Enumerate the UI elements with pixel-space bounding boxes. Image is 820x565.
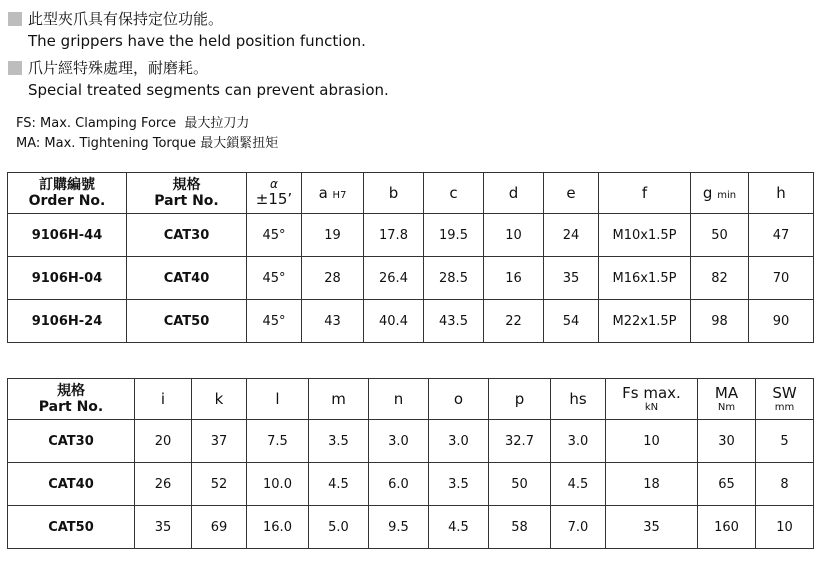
- header-alpha: α ±15’: [247, 173, 302, 214]
- cell-e: 54: [544, 300, 599, 343]
- header-c: c: [424, 173, 484, 214]
- cell-b: 17.8: [364, 214, 424, 257]
- legend-ma-zh: 最大鎖緊扭矩: [200, 136, 279, 151]
- note-held-position: [8, 8, 366, 50]
- cell-h: 47: [749, 214, 814, 257]
- cell-k: 69: [192, 506, 247, 549]
- table-row: [8, 214, 814, 257]
- header-ma: MA Nm: [698, 379, 756, 420]
- cell-g: 82: [691, 257, 749, 300]
- cell-l: 10.0: [247, 463, 309, 506]
- cell-alpha: 45°: [247, 257, 302, 300]
- header-n: n: [369, 379, 429, 420]
- cell-m: 3.5: [309, 420, 369, 463]
- cell-part: CAT30: [127, 214, 247, 257]
- cell-i: 35: [135, 506, 192, 549]
- table-row: [8, 420, 814, 463]
- header-fs-max: Fs max. kN: [606, 379, 698, 420]
- table-row: [8, 257, 814, 300]
- cell-alpha: 45°: [247, 300, 302, 343]
- cell-part: CAT50: [8, 506, 135, 549]
- header-k: k: [192, 379, 247, 420]
- header-b: b: [364, 173, 424, 214]
- cell-hs: 4.5: [551, 463, 606, 506]
- cell-fs: 10: [606, 420, 698, 463]
- legend-fs: [16, 112, 249, 131]
- cell-sw: 8: [756, 463, 814, 506]
- cell-f: M10x1.5P: [599, 214, 691, 257]
- cell-hs: 3.0: [551, 420, 606, 463]
- cell-o: 3.0: [429, 420, 489, 463]
- cell-hs: 7.0: [551, 506, 606, 549]
- cell-l: 7.5: [247, 420, 309, 463]
- cell-p: 58: [489, 506, 551, 549]
- cell-h: 70: [749, 257, 814, 300]
- header-part-no: 規格 Part No.: [8, 379, 135, 420]
- note-en: Special treated segments can prevent abrasion.: [28, 81, 389, 99]
- cell-e: 24: [544, 214, 599, 257]
- cell-part: CAT40: [8, 463, 135, 506]
- cell-order: 9106H-04: [8, 257, 127, 300]
- cell-a: 43: [302, 300, 364, 343]
- cell-d: 22: [484, 300, 544, 343]
- cell-order: 9106H-44: [8, 214, 127, 257]
- header-o: o: [429, 379, 489, 420]
- table-row: [8, 506, 814, 549]
- note-abrasion: [8, 57, 389, 99]
- header-p: p: [489, 379, 551, 420]
- cell-a: 19: [302, 214, 364, 257]
- header-e: e: [544, 173, 599, 214]
- header-a: a H7: [302, 173, 364, 214]
- header-hs: hs: [551, 379, 606, 420]
- dimensions-table-2: [7, 378, 814, 549]
- cell-sw: 10: [756, 506, 814, 549]
- cell-i: 20: [135, 420, 192, 463]
- note-zh: 此型夾爪具有保持定位功能。: [28, 10, 224, 28]
- cell-c: 19.5: [424, 214, 484, 257]
- legend-fs-en: FS: Max. Clamping Force: [16, 116, 177, 131]
- cell-d: 16: [484, 257, 544, 300]
- cell-n: 6.0: [369, 463, 429, 506]
- cell-e: 35: [544, 257, 599, 300]
- cell-b: 26.4: [364, 257, 424, 300]
- cell-i: 26: [135, 463, 192, 506]
- cell-f: M22x1.5P: [599, 300, 691, 343]
- dimensions-table-1: [7, 172, 814, 343]
- note-zh: 爪片經特殊處理，耐磨耗。: [28, 59, 209, 77]
- cell-g: 98: [691, 300, 749, 343]
- cell-o: 4.5: [429, 506, 489, 549]
- cell-fs: 18: [606, 463, 698, 506]
- cell-ma: 65: [698, 463, 756, 506]
- table-header-row: [8, 173, 814, 214]
- header-sw: SW mm: [756, 379, 814, 420]
- legend-fs-zh: 最大拉刀力: [184, 116, 250, 131]
- cell-m: 4.5: [309, 463, 369, 506]
- cell-k: 37: [192, 420, 247, 463]
- cell-n: 9.5: [369, 506, 429, 549]
- note-en: The grippers have the held position function.: [28, 32, 366, 50]
- header-h: h: [749, 173, 814, 214]
- cell-b: 40.4: [364, 300, 424, 343]
- cell-order: 9106H-24: [8, 300, 127, 343]
- bullet-square-icon: [8, 61, 22, 75]
- cell-p: 50: [489, 463, 551, 506]
- cell-g: 50: [691, 214, 749, 257]
- cell-c: 43.5: [424, 300, 484, 343]
- header-d: d: [484, 173, 544, 214]
- bullet-square-icon: [8, 12, 22, 26]
- cell-part: CAT30: [8, 420, 135, 463]
- header-f: f: [599, 173, 691, 214]
- cell-a: 28: [302, 257, 364, 300]
- cell-k: 52: [192, 463, 247, 506]
- header-g: g min: [691, 173, 749, 214]
- table-row: [8, 463, 814, 506]
- header-l: l: [247, 379, 309, 420]
- header-m: m: [309, 379, 369, 420]
- table-row: [8, 300, 814, 343]
- cell-ma: 160: [698, 506, 756, 549]
- cell-f: M16x1.5P: [599, 257, 691, 300]
- cell-fs: 35: [606, 506, 698, 549]
- cell-n: 3.0: [369, 420, 429, 463]
- cell-d: 10: [484, 214, 544, 257]
- cell-o: 3.5: [429, 463, 489, 506]
- cell-part: CAT50: [127, 300, 247, 343]
- header-part-no: 規格 Part No.: [127, 173, 247, 214]
- cell-part: CAT40: [127, 257, 247, 300]
- header-order-no: 訂購編號 Order No.: [8, 173, 127, 214]
- header-i: i: [135, 379, 192, 420]
- cell-m: 5.0: [309, 506, 369, 549]
- table-header-row: [8, 379, 814, 420]
- cell-h: 90: [749, 300, 814, 343]
- cell-alpha: 45°: [247, 214, 302, 257]
- cell-l: 16.0: [247, 506, 309, 549]
- cell-c: 28.5: [424, 257, 484, 300]
- cell-ma: 30: [698, 420, 756, 463]
- cell-sw: 5: [756, 420, 814, 463]
- legend-ma-en: MA: Max. Tightening Torque: [16, 136, 197, 151]
- cell-p: 32.7: [489, 420, 551, 463]
- legend-ma: [16, 132, 278, 151]
